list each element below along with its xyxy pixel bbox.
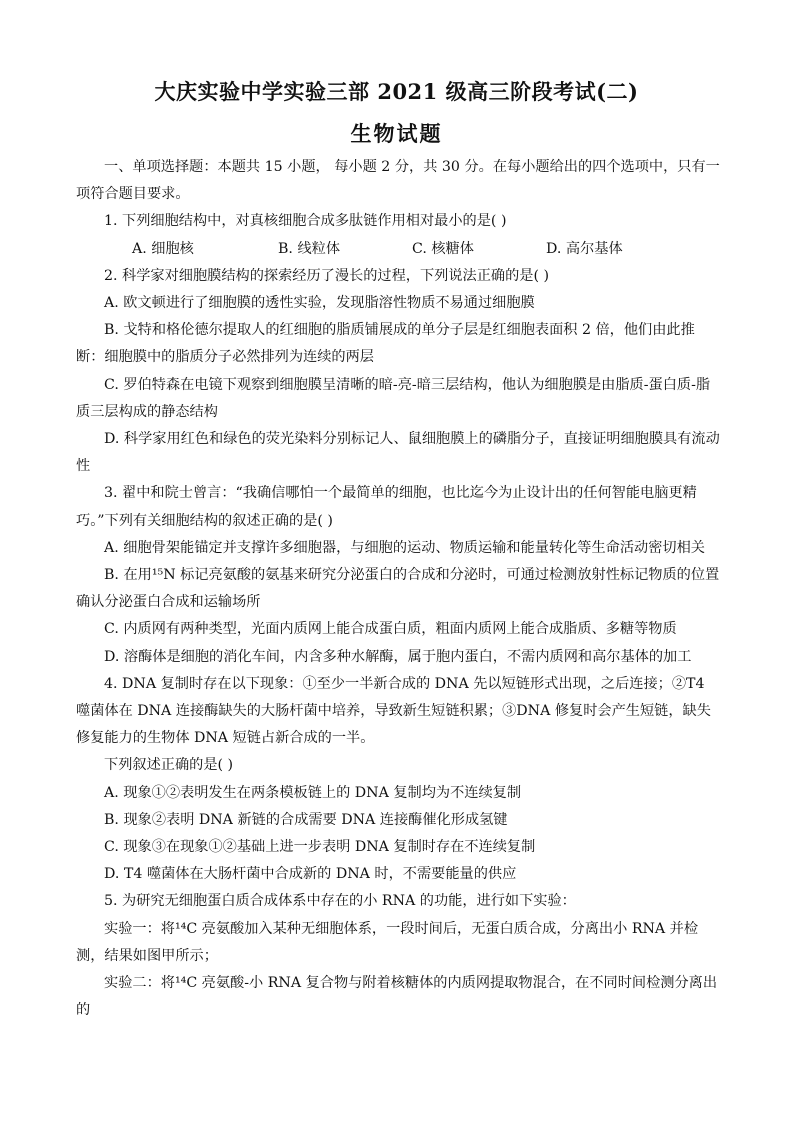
question-1-option-d: D. 高尔基体 xyxy=(546,240,623,257)
question-4-option-b: B. 现象②表明 DNA 新链的合成需要 DNA 连接酶催化形成氢键 xyxy=(104,811,508,828)
subject-title: 生物试题 xyxy=(350,121,443,146)
section-intro: 一、单项选择题：本题共 15 小题， 每小题 2 分，共 30 分。在每小题给出的四个选项中，只有一项符合题目要求。 xyxy=(76,159,720,203)
question-3-option-b: B. 在用¹⁵N 标记亮氨酸的氨基来研究分泌蛋白的合成和分泌时，可通过检测放射性标记物质的位置确认分泌蛋白合成和运输场所 xyxy=(76,567,720,611)
question-1-option-a: A. 细胞核 xyxy=(132,240,194,257)
question-3-option-c: C. 内质网有两种类型，光面内质网上能合成蛋白质，粗面内质网上能合成脂质、多糖等物质 xyxy=(104,621,677,638)
question-3-stem: 3. 翟中和院士曾言：“我确信哪怕一个最简单的细胞，也比迄今为止设计出的任何智能电脑更精巧。”下列有关细胞结构的叙述正确的是( ) xyxy=(76,485,697,529)
question-3-option-a: A. 细胞骨架能锚定并支撑许多细胞器，与细胞的运动、物质运输和能量转化等生命活动密切相关 xyxy=(104,539,705,556)
question-4-stem: 4. DNA 复制时存在以下现象：①至少一半新合成的 DNA 先以短链形式出现，之后连接；②T4 噬菌体在 DNA 连接酶缺失的大肠杆菌中培养，导致新生短链积累；③DNA 修复时会产生短链，缺失修复能力的生物体 DNA 短链占新合成的一半。 xyxy=(76,675,711,747)
question-5-experiment-1: 实验一：将¹⁴C 亮氨酸加入某种无细胞体系，一段时间后，无蛋白质合成，分离出小 RNA 并检测，结果如图甲所示； xyxy=(76,920,699,964)
question-2-option-d: D. 科学家用红色和绿色的荧光染料分别标记人、鼠细胞膜上的磷脂分子，直接证明细胞膜具有流动性 xyxy=(76,431,720,475)
question-1-option-c: C. 核糖体 xyxy=(412,240,474,257)
question-2-option-b: B. 戈特和格伦德尔提取人的红细胞的脂质铺展成的单分子层是红细胞表面积 2 倍，他们由此推断：细胞膜中的脂质分子必然排列为连续的两层 xyxy=(76,322,695,366)
question-3-option-d: D. 溶酶体是细胞的消化车间，内含多种水解酶，属于胞内蛋白，不需内质网和高尔基体的加工 xyxy=(104,648,692,665)
exam-body xyxy=(76,154,720,1025)
question-5-stem: 5. 为研究无细胞蛋白质合成体系中存在的小 RNA 的功能，进行如下实验： xyxy=(104,893,576,910)
question-2-stem: 2. 科学家对细胞膜结构的探索经历了漫长的过程，下列说法正确的是( ) xyxy=(104,267,550,284)
question-1-option-b: B. 线粒体 xyxy=(278,240,341,257)
question-5-experiment-2: 实验二：将¹⁴C 亮氨酸-小 RNA 复合物与附着核糖体的内质网提取物混合，在不同时间检测分离出的 xyxy=(76,975,718,1019)
exam-title: 大庆实验中学实验三部 2021 级高三阶段考试(二) xyxy=(154,79,639,104)
question-2-option-c: C. 罗伯特森在电镜下观察到细胞膜呈清晰的暗-亮-暗三层结构，他认为细胞膜是由脂质-蛋白质-脂质三层构成的静态结构 xyxy=(76,376,711,420)
question-4-lead: 下列叙述正确的是( ) xyxy=(104,757,234,774)
question-1-stem: 1. 下列细胞结构中，对真核细胞合成多肽链作用相对最小的是( ) xyxy=(104,213,507,230)
question-4-option-a: A. 现象①②表明发生在两条模板链上的 DNA 复制均为不连续复制 xyxy=(104,784,522,801)
question-4-option-d: D. T4 噬菌体在大肠杆菌中合成新的 DNA 时，不需要能量的供应 xyxy=(104,866,517,883)
question-1-options xyxy=(76,236,720,263)
question-4-option-c: C. 现象③在现象①②基础上进一步表明 DNA 复制时存在不连续复制 xyxy=(104,839,536,856)
question-2-option-a: A. 欧文顿进行了细胞膜的透性实验，发现脂溶性物质不易通过细胞膜 xyxy=(104,295,535,312)
